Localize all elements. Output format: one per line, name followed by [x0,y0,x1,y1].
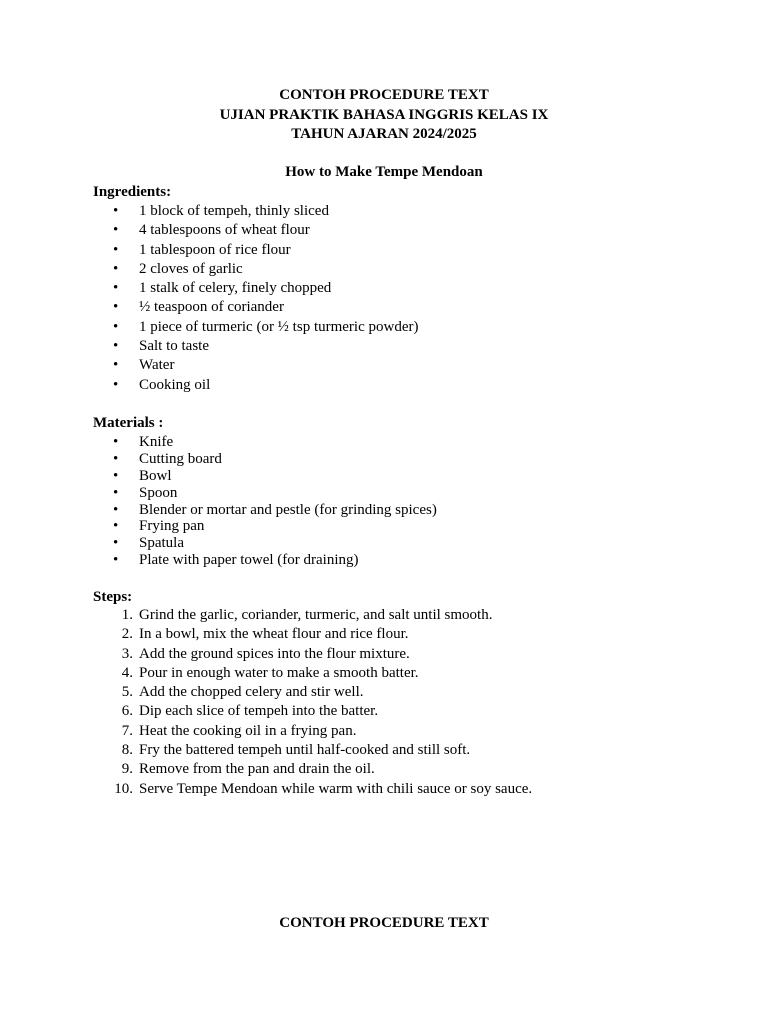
document-header [0,86,768,145]
list-item: • Frying pan [113,518,205,535]
step-number: 4. [121,664,133,681]
bullet-icon: • [113,484,119,501]
step-number: 5. [121,684,133,701]
step-number: 6. [121,703,133,720]
bullet-icon: • [113,357,119,374]
bullet-icon: • [113,434,119,450]
list-item: • 1 stalk of celery, finely chopped [93,279,418,298]
list-item: • 1 tablespoon of rice flour [93,241,418,260]
list-item: • Blender or mortar and pestle (for grinding spices) [113,501,437,518]
list-item: • 1 block of tempeh, thinly sliced [93,202,418,221]
list-item: 9. Remove from the pan and drain the oil. [93,760,532,779]
bullet-icon: • [113,450,119,467]
step-number: 1. [121,607,133,623]
step-number: 10. [114,780,133,797]
ingredients-list [93,202,418,395]
header-line-2: UJIAN PRAKTIK BAHASA INGGRIS KELAS IX [219,106,549,123]
steps-list [93,606,532,799]
bullet-icon: • [113,280,119,297]
bullet-icon: • [113,552,119,569]
bullet-icon: • [113,299,119,316]
list-item: • 1 piece of turmeric (or ½ tsp turmeric powder) [93,318,418,337]
step-number: 9. [121,761,133,778]
bullet-icon: • [113,467,119,484]
list-item: 7. Heat the cooking oil in a frying pan. [93,722,532,741]
list-item: • 4 tablespoons of wheat flour [93,221,418,240]
list-item: • Cooking oil [93,376,418,395]
list-item: • Bowl [113,467,172,484]
step-number: 3. [121,645,133,662]
step-number: 2. [121,626,133,643]
list-item: • Cutting board [113,450,222,467]
list-item: • Salt to taste [93,337,418,356]
bullet-icon: • [113,535,119,552]
list-item: 3. Add the ground spices into the flour mixture. [93,645,532,664]
bullet-icon: • [113,318,119,335]
next-page-title: CONTOH PROCEDURE TEXT [279,915,489,931]
list-item: • Spoon [113,484,178,501]
list-item: 6. Dip each slice of tempeh into the batter. [93,702,532,721]
header-line-3: TAHUN AJARAN 2024/2025 [291,126,477,142]
steps-heading: Steps: [93,589,133,605]
bullet-icon: • [113,376,119,393]
list-item: 10. Serve Tempe Mendoan while warm with chili sauce or soy sauce. [93,780,532,799]
list-item: • Knife [113,434,174,450]
bullet-icon: • [113,222,119,239]
list-item: 4. Pour in enough water to make a smooth batter. [93,664,532,683]
list-item: 5. Add the chopped celery and stir well. [93,683,532,702]
ingredients-heading: Ingredients: [93,184,172,200]
list-item: 1. Grind the garlic, coriander, turmeric, and salt until smooth. [93,606,532,625]
list-item: • Spatula [113,535,184,552]
materials-list [93,434,437,569]
list-item: 8. Fry the battered tempeh until half-cooked and still soft. [93,741,532,760]
header-line-1: CONTOH PROCEDURE TEXT [279,87,489,103]
bullet-icon: • [113,518,119,535]
recipe-title: How to Make Tempe Mendoan [285,164,483,180]
materials-heading: Materials : [93,415,164,431]
bullet-icon: • [113,241,119,258]
step-number: 8. [121,742,133,759]
bullet-icon: • [113,338,119,355]
bullet-icon: • [113,260,119,277]
list-item: • Water [93,356,418,375]
step-number: 7. [121,722,133,739]
list-item: 2. In a bowl, mix the wheat flour and rice flour. [93,625,532,644]
list-item: • ½ teaspoon of coriander [93,298,418,317]
list-item: • 2 cloves of garlic [93,260,418,279]
bullet-icon: • [113,501,119,518]
list-item: • Plate with paper towel (for draining) [113,552,359,569]
bullet-icon: • [113,203,119,219]
